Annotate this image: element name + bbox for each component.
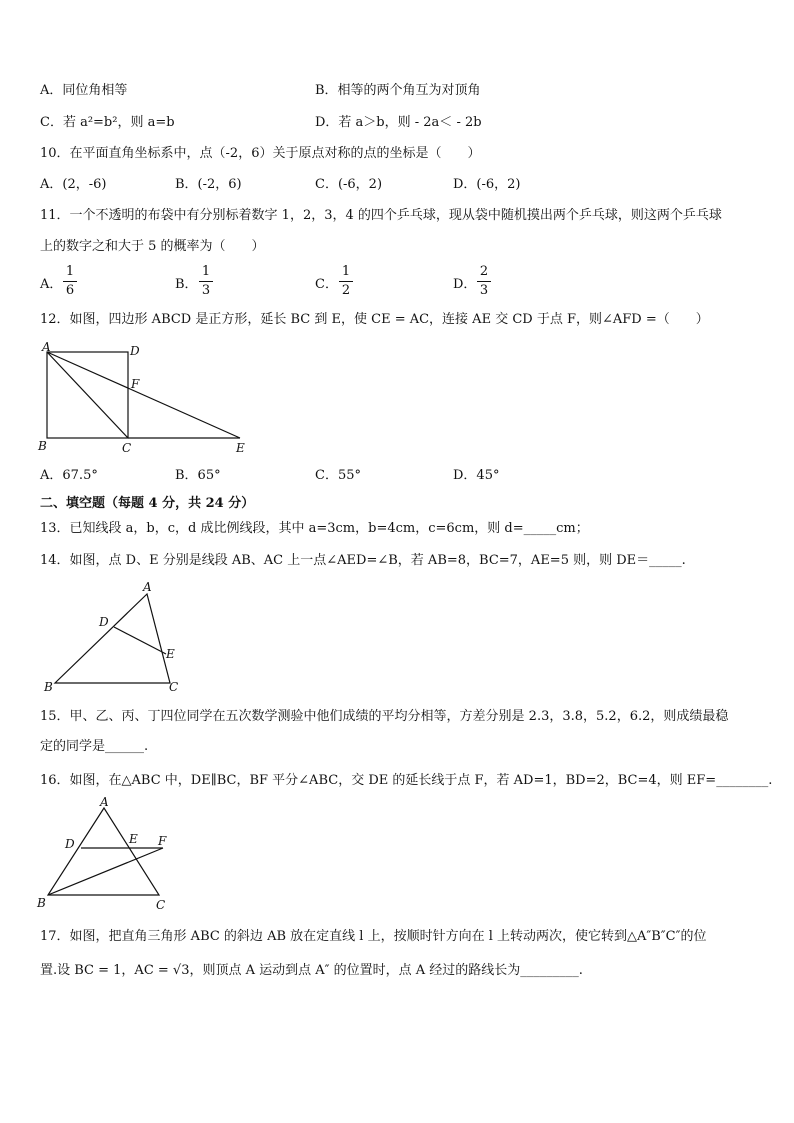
q12-option-c: C．55° — [315, 468, 361, 483]
q11-option-d-fraction — [477, 264, 491, 299]
diagonal-ac — [47, 352, 128, 438]
q12-option-a: A．67.5° — [40, 468, 98, 483]
q16-stem: 16．如图，在△ABC 中，DE∥BC，BF 平分∠ABC，交 DE 的延长线于点 F，若 AD=1，BD=2，BC=4，则 EF=________. — [40, 773, 773, 788]
fraction-denominator: 3 — [479, 283, 489, 298]
q10-option-b: B．(-2，6) — [175, 177, 242, 192]
section-fill-in-blanks-heading: 二、填空题（每题 4 分，共 24 分） — [40, 496, 255, 511]
q11-stem-line2: 上的数字之和大于 5 的概率为（ ） — [40, 239, 265, 254]
q12-option-d: D．45° — [453, 468, 500, 483]
q10-option-c: C．(-6，2) — [315, 177, 383, 192]
label-b: B — [37, 896, 46, 910]
segment-ae — [47, 352, 240, 438]
fraction-denominator: 3 — [201, 283, 211, 298]
label-d: D — [99, 615, 109, 629]
triangle-abc — [55, 594, 170, 683]
segment-de — [114, 627, 166, 654]
label-a: A — [42, 340, 51, 354]
label-c: C — [156, 898, 166, 912]
fraction-bar — [339, 281, 353, 282]
q11-option-b-fraction — [199, 264, 213, 299]
fraction-numerator: 2 — [479, 264, 489, 279]
q12-square-figure — [30, 340, 260, 458]
label-c: C — [122, 441, 132, 455]
q16-triangle-figure — [35, 795, 185, 915]
label-c: C — [169, 680, 179, 694]
label-f: F — [131, 377, 140, 391]
label-a: A — [143, 580, 152, 594]
q12-option-b: B．65° — [175, 468, 221, 483]
label-f: F — [158, 834, 167, 848]
fraction-bar — [477, 281, 491, 282]
q11-option-c-fraction — [339, 264, 353, 299]
label-d: D — [65, 837, 75, 851]
q10-stem: 10．在平面直角坐标系中，点（-2，6）关于原点对称的点的坐标是（ ） — [40, 146, 481, 161]
fraction-numerator: 1 — [341, 264, 351, 279]
segment-bf — [48, 848, 163, 895]
q10-option-d: D．(-6，2) — [453, 177, 521, 192]
q15-stem-line1: 15．甲、乙、丙、丁四位同学在五次数学测验中他们成绩的平均分相等，方差分别是 2.3，3.8，5.2，6.2，则成绩最稳 — [40, 709, 729, 724]
label-e: E — [166, 647, 175, 661]
fraction-numerator: 1 — [65, 264, 75, 279]
fraction-bar — [199, 281, 213, 282]
q11-option-b-label: B． — [175, 277, 198, 292]
label-b: B — [38, 439, 47, 453]
q14-stem: 14．如图，点 D、E 分别是线段 AB、AC 上一点∠AED=∠B，若 AB=8，BC=7，AE=5 则，则 DE＝_____. — [40, 553, 686, 568]
triangle-abc — [48, 808, 159, 895]
q11-stem-line1: 11．一个不透明的布袋中有分别标着数字 1，2，3，4 的四个乒乓球，现从袋中随机摸出两个乒乓球，则这两个乒乓球 — [40, 208, 722, 223]
label-e: E — [236, 441, 245, 455]
q11-option-c-label: C． — [315, 277, 338, 292]
q15-stem-line2: 定的同学是______. — [40, 739, 149, 754]
label-d: D — [130, 344, 140, 358]
q9-option-a: A．同位角相等 — [40, 83, 128, 98]
fraction-bar — [63, 281, 77, 282]
label-a: A — [100, 795, 109, 809]
q9-option-c: C．若 a²=b²，则 a=b — [40, 115, 175, 130]
fraction-denominator: 6 — [65, 283, 75, 298]
q13-stem: 13．已知线段 a，b，c，d 成比例线段，其中 a=3cm，b=4cm，c=6cm，则 d=_____cm； — [40, 521, 589, 536]
q11-option-d-label: D． — [453, 277, 477, 292]
q11-option-a-fraction — [63, 264, 77, 299]
q17-stem-line1: 17．如图，把直角三角形 ABC 的斜边 AB 放在定直线 l 上，按顺时针方向在 l 上转动两次，使它转到△A″B″C″的位 — [40, 929, 707, 944]
q14-triangle-figure — [40, 578, 190, 696]
q17-stem-line2: 置.设 BC = 1，AC = √3，则顶点 A 运动到点 A″ 的位置时，点 A 经过的路线长为_________. — [40, 963, 583, 978]
q10-option-a: A．(2，-6) — [40, 177, 107, 192]
q11-option-a-label: A． — [40, 277, 63, 292]
q12-stem: 12．如图，四边形 ABCD 是正方形，延长 BC 到 E，使 CE = AC，连接 AE 交 CD 于点 F，则∠AFD =（ ） — [40, 312, 709, 327]
fraction-numerator: 1 — [201, 264, 211, 279]
label-b: B — [44, 680, 53, 694]
q9-option-b: B．相等的两个角互为对顶角 — [315, 83, 481, 98]
fraction-denominator: 2 — [341, 283, 351, 298]
q9-option-d: D．若 a＞b，则 - 2a＜ - 2b — [315, 115, 482, 130]
label-e: E — [129, 832, 138, 846]
